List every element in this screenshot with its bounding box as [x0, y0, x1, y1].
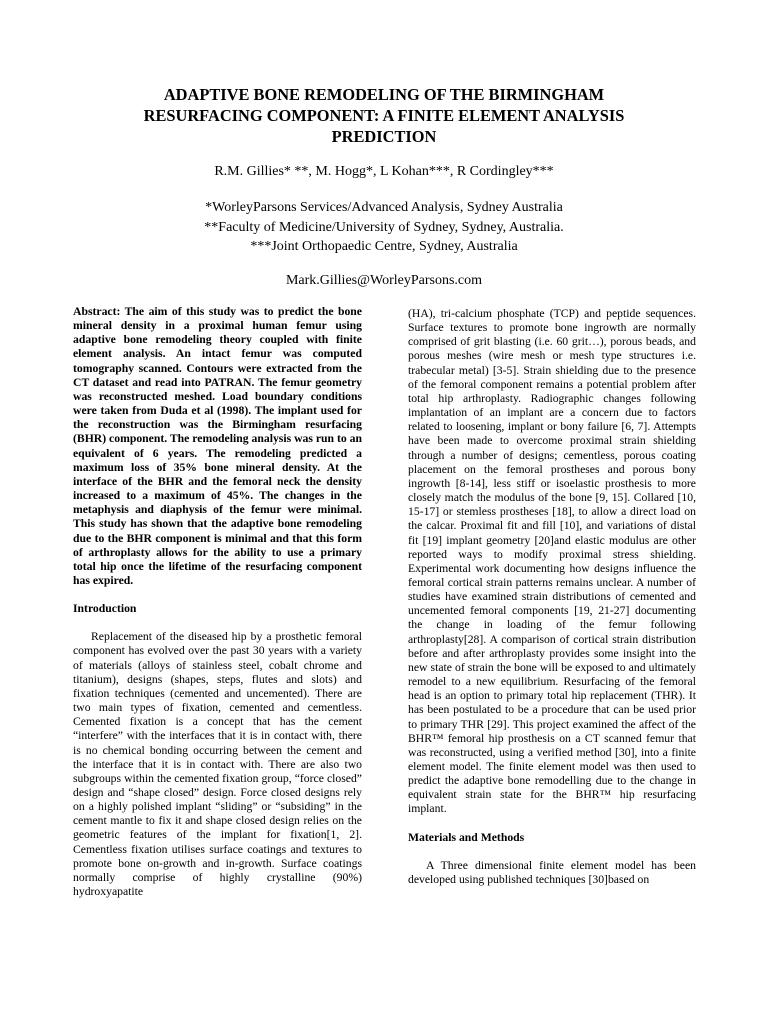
title-line: ADAPTIVE BONE REMODELING OF THE BIRMINGHAM: [163, 85, 605, 104]
title-line: RESURFACING COMPONENT: A FINITE ELEMENT ANALYSIS: [143, 106, 625, 125]
affiliation: **Faculty of Medicine/University of Sydney, Sydney, Australia.: [204, 219, 564, 235]
affiliation: *WorleyParsons Services/Advanced Analysis, Sydney Australia: [205, 200, 563, 215]
right-column: [408, 307, 696, 887]
author-email: Mark.Gillies@WorleyParsons.com: [285, 272, 483, 288]
affiliation: ***Joint Orthopaedic Centre, Sydney, Australia: [250, 239, 518, 254]
introduction-heading: Introduction: [73, 602, 137, 616]
affiliations: [0, 198, 768, 257]
authors: R.M. Gillies* **, M. Hogg*, L Kohan***, R Cordingley***: [214, 164, 554, 179]
methods-heading: Materials and Methods: [408, 830, 525, 844]
title-line: PREDICTION: [331, 127, 437, 146]
methods-paragraph: A Three dimensional finite element model has been developed using published techniques [30]based on: [408, 858, 696, 886]
introduction-paragraph: Replacement of the diseased hip by a prosthetic femoral component has evolved over the past 30 years with a variety of materials (alloys of stainless steel, cobalt chrome and titanium), designs (shapes, steps, flutes and slots) and fixation techniques (cemented and uncemented). There are two main types of fixation, cemented and cementless. Cemented fixation is a concept that has the cement “interfere” with the interfaces that it is in contact with, there is no chemical bonding occurring between the cement and the interface that it is in contact with. There are also two subgroups within the cemented fixation group, “force closed” design and “shape closed” design. Force closed designs rely on a highly polished implant “sliding” or “subsiding” in the cement mantle to fix it and shape closed design relies on the geometric features of the implant for fixation[1, 2]. Cementless fixation utilises surface coatings and textures to promote bone on-growth and in-growth. Surface coatings normally comprise of highly crystalline (90%) hydroxyapatite: [73, 630, 362, 899]
paper-title: [84, 84, 684, 147]
left-column: [73, 305, 362, 899]
paper-header: [0, 84, 768, 290]
abstract: Abstract: The aim of this study was to predict the bone mineral density in a proximal human femur using adaptive bone remodeling theory coupled with finite element analysis. An intact femur was computed tomography scanned. Contours were extracted from the CT dataset and read into PATRAN. The femur geometry was reconstructed meshed. Load boundary conditions were taken from Duda et al (1998). The implant used for the reconstruction was the Birmingham resurfacing (BHR) component. The remodeling analysis was run to an equivalent of 6 years. The remodeling predicted a maximum loss of 35% bone mineral density. At the interface of the BHR and the femoral neck the density increased to a maximum of 45%. The changes in the metaphysis and diaphysis of the femur were minimal. This study has shown that the adaptive bone remodeling due to the BHR component is minimal and that this form of arthroplasty allows for the ability to use a primary total hip once the lifetime of the resurfacing component has expired.: [73, 305, 362, 587]
body-paragraph: (HA), tri-calcium phosphate (TCP) and peptide sequences. Surface textures to promote bone ingrowth are normally comprised of grit blasting (i.e. 60 grit…), porous beads, and porous meshes (wire mesh or mesh type structures i.e. trabecular metal) [3-5]. Strain shielding due to the presence of the femoral component remains a potential problem after total hip arthroplasty. Radiographic changes following implantation of an implant are a concern due to factors related to loosening, implant or bony failure [6, 7]. Attempts have been made to overcome proximal strain shielding through a number of designs; cementless, porous coating placement on the femoral prostheses and porous bony ingrowth [8-14], less stiff or isoelastic prosthesis to more closely match the modulus of the bone [9, 15]. Collared [10, 15-17] or stemless prostheses [18], to allow a direct load on the calcar. Proximal fit and fill [10], and variations of distal fit [19] implant geometry [20]and elastic modulus are other reported ways to modify proximal stress shielding. Experimental work documenting how designs influence the femoral cortical strain patterns remains unclear. A number of studies have examined strain distributions of cemented and uncemented femoral components [19, 21-27] documenting the change in loading of the femur following arthroplasty[28]. A comparison of cortical strain distribution before and after arthroplasty provides some insight into the new state of strain the bone will be exposed to and ultimately remodel to a new equilibrium. Resurfacing of the femoral head is an option to primary total hip replacement (THR). It has been postulated to be a procedure that can be used prior to primary THR [29]. This project examined the affect of the BHR™ femoral hip prosthesis on a CT scanned femur that was reconstructed, using a verified method [30], into a finite element model. The finite element model was then used to predict the adaptive bone remodelling due to the change in equivalent strain state for the BHR™ hip resurfacing implant.: [408, 307, 696, 816]
